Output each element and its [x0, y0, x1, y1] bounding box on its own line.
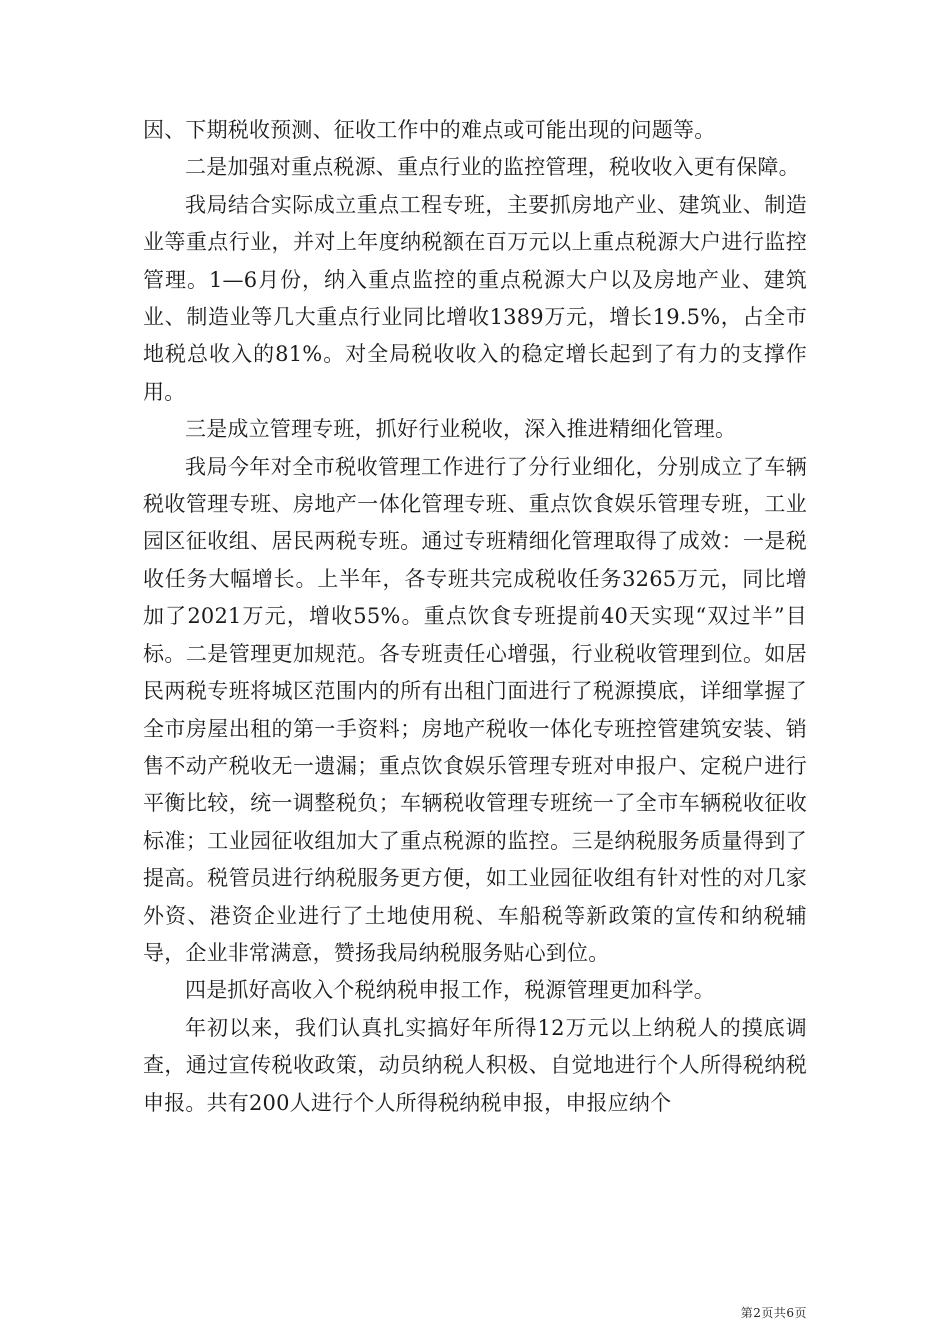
page-number: 第2页共6页: [740, 1306, 807, 1320]
section-heading-two: 二是加强对重点税源、重点行业的监控管理，税收收入更有保障。: [185, 155, 800, 180]
section-heading-four: 四是抓好高收入个税纳税申报工作，税源管理更加科学。: [185, 978, 715, 1003]
paragraph-continuation: 因、下期税收预测、征收工作中的难点或可能出现的问题等。: [143, 118, 716, 142]
paragraph-income-tax: 年初以来，我们认真扎实搞好年所得12万元以上纳税人的摸底调查，通过宣传税收政策，动员纳税人积极、自觉地进行个人所得税纳税申报。共有200人进行个人所得税纳税申报，申报应纳个: [143, 1015, 807, 1115]
paragraph-industry-management: 我局今年对全市税收管理工作进行了分行业细化，分别成立了车辆税收管理专班、房地产一体化管理专班、重点饮食娱乐管理专班，工业园区征收组、居民两税专班。通过专班精细化管理取得了成效：一是税收任务大幅增长。上半年，各专班共完成税收任务3265万元，同比增加了2021万元，增收55%。重点饮食专班提前40天实现“双过半”目标。二是管理更加规范。各专班责任心增强，行业税收管理到位。如居民两税专班将城区范围内的所有出租门面进行了税源摸底，详细掌握了全市房屋出租的第一手资料；房地产税收一体化专班控管建筑安装、销售不动产税收无一遗漏；重点饮食娱乐管理专班对申报户、定税户进行平衡比较，统一调整税负；车辆税收管理专班统一了全市车辆税收征收标准；工业园征收组加大了重点税源的监控。三是纳税服务质量得到了提高。税管员进行纳税服务更方便，如工业园征收组有针对性的对几家外资、港资企业进行了土地使用税、车船税等新政策的宣传和纳税辅导，企业非常满意，赞扬我局纳税服务贴心到位。: [143, 454, 807, 965]
section-heading-three: 三是成立管理专班，抓好行业税收，深入推进精细化管理。: [185, 417, 737, 442]
document-body: [143, 112, 807, 1122]
paragraph-key-sources: 我局结合实际成立重点工程专班，主要抓房地产业、建筑业、制造业等重点行业，并对上年度纳税额在百万元以上重点税源大户进行监控管理。1—6月份，纳入重点监控的重点税源大户以及房地产业、建筑业、制造业等几大重点行业同比增收1389万元，增长19.5%，占全市地税总收入的81%。对全局税收收入的稳定增长起到了有力的支撑作用。: [143, 192, 807, 404]
